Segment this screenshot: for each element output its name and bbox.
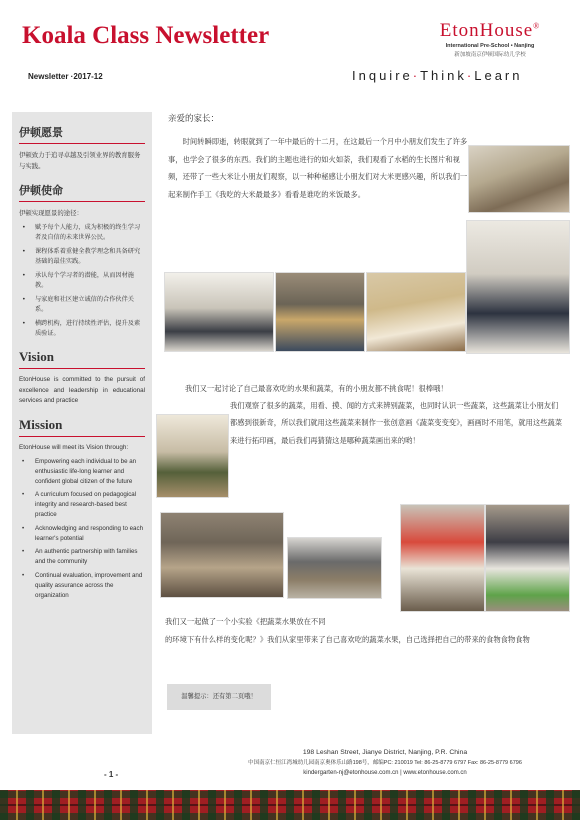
mission-cn-list <box>19 223 145 339</box>
photo-classroom-activity <box>160 512 284 598</box>
mission-cn-heading: 伊顿使命 <box>19 182 145 202</box>
logo-subtitle: International Pre-School • Nanjing <box>445 43 535 49</box>
list-item: • 横跨机构，进行持续性评估，提升及素质验证。 <box>19 319 145 339</box>
list-item: • Empowering each individual to be an enthusiastic life-long learner and confident global citizen of the future <box>19 457 145 486</box>
address-english: 198 Leshan Street, Jianye District, Nanjing, P.R. China <box>302 749 468 756</box>
page-number: - 1 - <box>104 770 119 779</box>
photo-child-with-paper <box>466 220 570 354</box>
list-item: • A curriculum focused on pedagogical integrity and research-based best practice <box>19 490 145 519</box>
list-item: • Acknowledging and responding to each learner's potential <box>19 524 145 544</box>
paragraph-experiment <box>165 613 565 648</box>
mission-en-list <box>19 457 145 600</box>
paragraph-vegetables <box>185 380 565 449</box>
vision-cn-text: 伊顿致力于追寻卓越及引领业界的教育服务与实践。 <box>19 151 141 170</box>
photo-vegetable-art <box>485 504 570 612</box>
logo-chinese-name: 新加坡南京伊顿国际幼儿学校 <box>454 52 526 58</box>
list-item: • Continual evaluation, improvement and quality assurance across the organization <box>19 571 145 600</box>
vision-en-text: EtonHouse is committed to the pursuit of excellence and leadership in educational services and practice <box>19 376 145 404</box>
mission-cn-intro: 伊顿实现愿景的途径： <box>19 209 83 217</box>
etonhouse-logo <box>420 20 560 58</box>
footer-address <box>200 748 570 778</box>
newsletter-title: Koala Class Newsletter <box>22 22 270 49</box>
plaid-border <box>0 790 580 820</box>
paragraph-vegetables-intro: 我们又一起讨论了自己最喜欢吃的水果和蔬菜，有的小朋友都不挑食呢！很棒哦！ <box>185 384 448 393</box>
photo-teacher-group <box>275 272 365 352</box>
paragraph-rice-theme: 时间转瞬即逝，转眼就到了一年中最后的十二月，在这最后一个月中小朋友们发生了许多事，也学会了很多的东西。我们的主题也进行的如火如荼，我们观看了水稻的生长图片和视频，还带了一些大米让小朋友们观察，以一种种秘感让小朋友们对大米更感兴趣，所以我们一起来制作手工《我吃的大米最最多》看看是谁吃的米饭最多。 <box>168 137 468 199</box>
tagline-think: Think <box>420 68 467 83</box>
paragraph-vegetables-body: 我们观察了很多的蔬菜，用看、摸、闻的方式来辨别蔬菜，也同时认识一些蔬菜，这些蔬菜让小朋友们都感到很新奇，所以我们就用这些蔬菜来制作一张创意画《蔬菜变变变》，画画时不用笔，就用这些蔬菜来进行拓印画，最后我们再猜猜这是哪种蔬菜画出来的哟！ <box>230 401 563 445</box>
photo-child-painting <box>400 504 485 612</box>
values-sidebar <box>12 112 152 734</box>
mission-en-intro: EtonHouse will meet its Vision through: <box>19 443 129 451</box>
list-item: • 承认每个学习者的潜能，从而因材施教。 <box>19 271 145 291</box>
greeting: 亲爱的家长： <box>168 114 220 124</box>
tagline-learn: Learn <box>474 68 523 83</box>
paragraph-experiment-intro: 我们又一起做了一个小实验《把蔬菜水果放在不同 <box>165 617 326 626</box>
vision-cn-heading: 伊顿愿景 <box>19 124 145 144</box>
photo-circle-sitting <box>287 537 382 599</box>
logo-registered-mark: ® <box>533 21 541 31</box>
photo-children-table <box>468 145 570 213</box>
issue-date: Newsletter ·2017-12 <box>28 72 103 81</box>
photo-circle-time <box>164 272 274 352</box>
vision-en-heading: Vision <box>19 349 145 369</box>
list-item: • 与家庭和社区建立诚信的合作伙伴关系。 <box>19 295 145 315</box>
contact-info: kindergarten-nj@etonhouse.com.cn | www.etonhouse.com.cn <box>303 770 467 776</box>
mission-en-heading: Mission <box>19 417 145 437</box>
list-item: • An authentic partnership with families and the community <box>19 547 145 567</box>
photo-vegetable-printing <box>156 414 229 498</box>
photo-rice-craft <box>366 272 466 352</box>
list-item: • 课程体系着重健全教学理念和具备研究基础的最佳实践。 <box>19 247 145 267</box>
paragraph-experiment-body: 的环境下有什么样的变化呢？》我们从家里带来了自己喜欢吃的蔬菜水果，自己选择把自己的带来的食物食物食物 <box>165 634 530 644</box>
list-item: • 赋予每个人能力，成为积极的终生学习者及自信的未来世界公民。 <box>19 223 145 243</box>
tagline-inquire: Inquire <box>352 68 413 83</box>
address-chinese: 中国南京仁恒江湾城幼儿园南京奥体乐山路198号，邮编PC: 210019 Tel: 86-25-8779 6797 Fax: 86-25-8779 6796 <box>248 760 522 766</box>
logo-name: EtonHouse <box>439 20 534 41</box>
reminder-box: 温馨提示：还有第二页哦！ <box>167 684 271 710</box>
tagline: Inquire·Think·Learn <box>352 68 523 83</box>
